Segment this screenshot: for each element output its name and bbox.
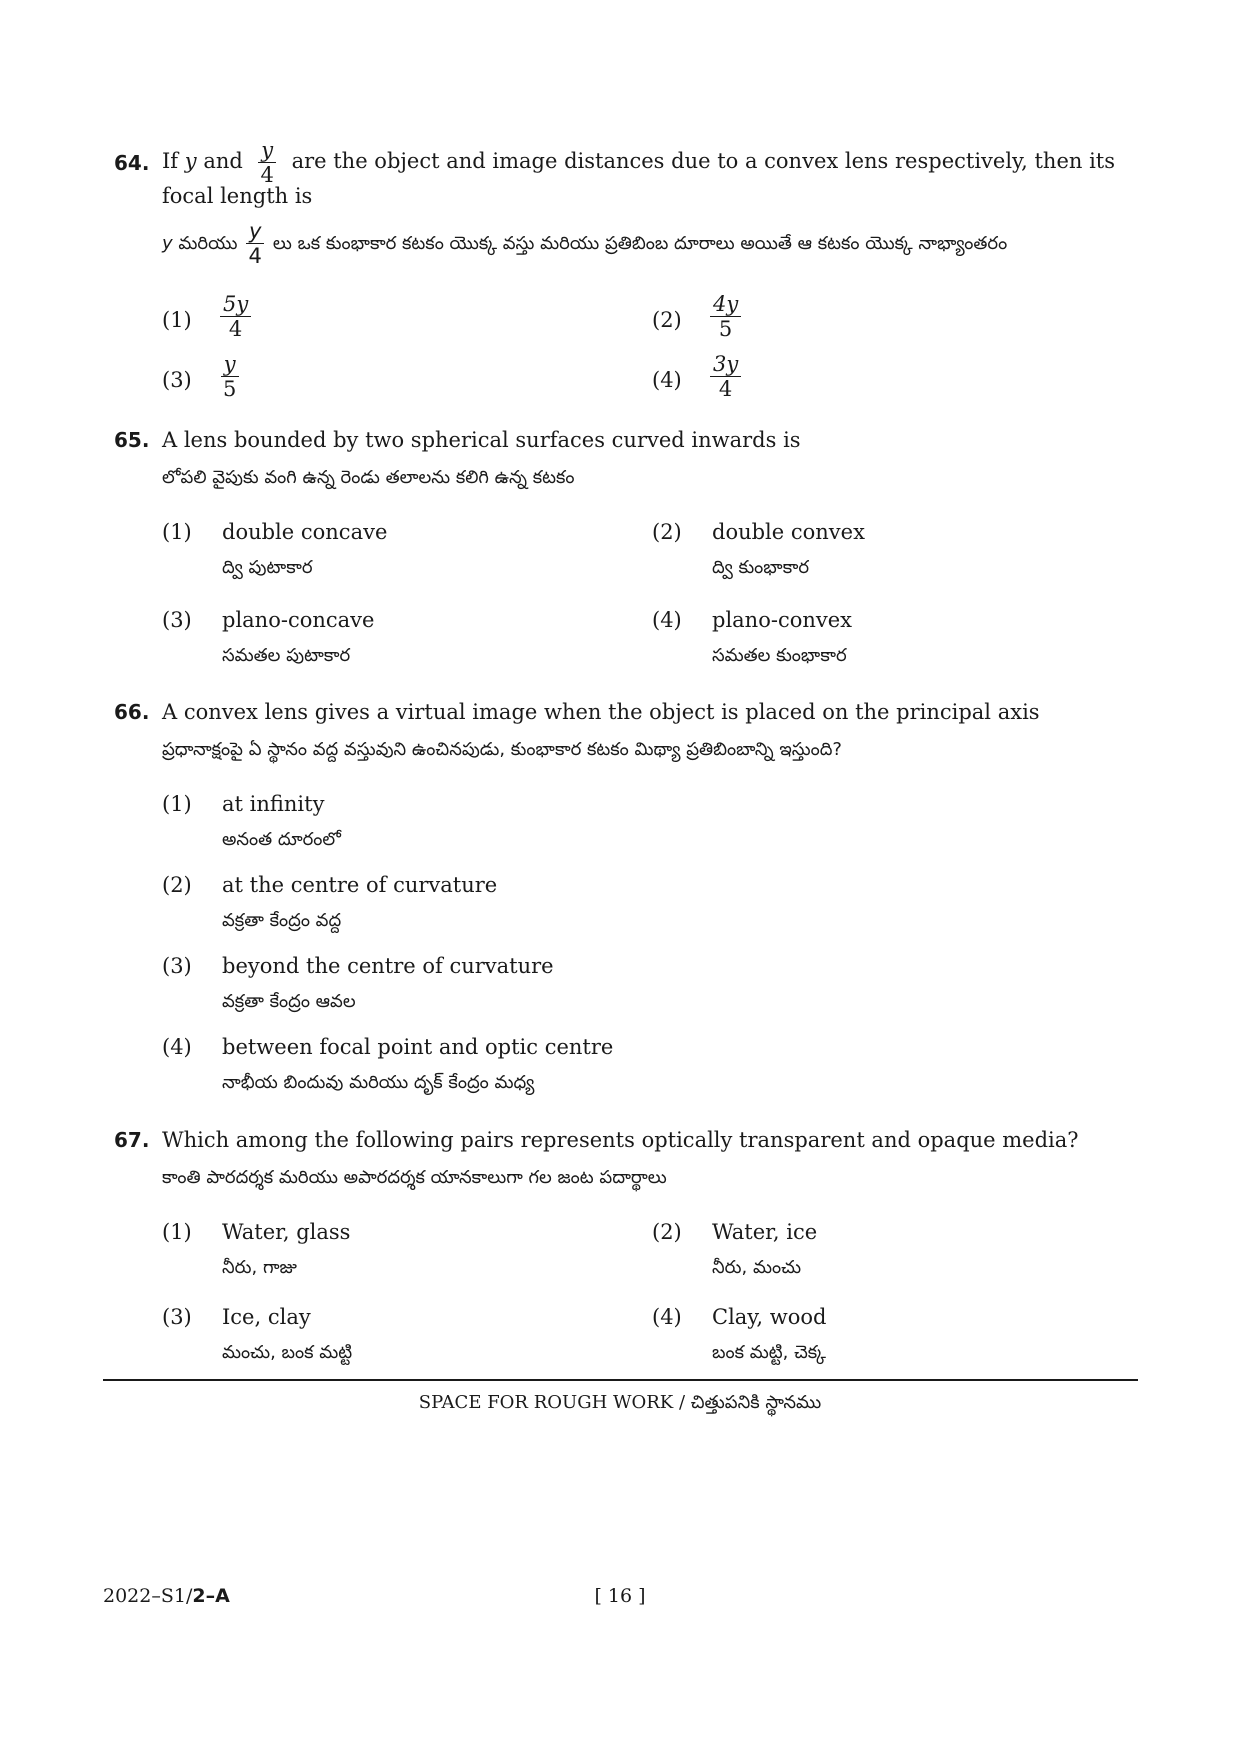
- option-65-4[interactable]: (4) plano-convex సమతల కుంభాకార: [652, 608, 853, 666]
- fraction: $\frac{y}{5}$: [220, 352, 239, 401]
- fraction: $\frac{5y}{4}$: [220, 292, 251, 341]
- question-number: 64.: [114, 150, 150, 175]
- option-65-1[interactable]: (1) double concave ద్వి పుటాకార: [162, 520, 388, 578]
- question-text-line2: focal length is: [162, 184, 313, 208]
- option-67-4[interactable]: (4) Clay, wood బంక మట్టి, చెక్క: [652, 1305, 827, 1363]
- question-65: [114, 423, 1144, 493]
- question-number: 66.: [114, 700, 150, 724]
- option-64-3[interactable]: (3) $\frac{y}{5}$: [162, 352, 562, 408]
- rough-work-label: SPACE FOR ROUGH WORK / చిత్తుపనికి స్థానము: [418, 1392, 822, 1413]
- question-text-telugu: లోపలి వైపుకు వంగి ఉన్న రెండు తలాలను కలిగి ఉన్న కటకం: [162, 467, 575, 488]
- question-64: 64. If y and $\frac{y}{4}$ are the object and image distances due to a convex lens respectively, then its focal length is y మరియు $\frac{y}{4}$ లు ఒక కుంభాకార కటకం యొక్క వస్తు మరియు ప్రతిబింబ దూరాలు అయితే ఆ కటకం యొక్క నాభ్యాంతరం: [114, 138, 1144, 268]
- option-65-3[interactable]: (3) plano-concave సమతల పుటాకార: [162, 608, 375, 666]
- option-64-1[interactable]: (1) $\frac{5y}{4}$: [162, 292, 562, 348]
- question-text: A lens bounded by two spherical surfaces curved inwards is: [162, 428, 801, 452]
- option-66-4[interactable]: (4) between focal point and optic centre నాభీయ బిందువు మరియు దృక్ కేంద్రం మధ్య: [162, 1035, 614, 1093]
- option-67-1[interactable]: (1) Water, glass నీరు, గాజు: [162, 1220, 351, 1278]
- question-text-telugu: y మరియు $\frac{y}{4}$ లు ఒక కుంభాకార కటకం యొక్క వస్తు మరియు ప్రతిబింబ దూరాలు అయితే ఆ కటకం యొక్క నాభ్యాంతరం: [162, 219, 1008, 268]
- question-text-telugu: కాంతి పారదర్శక మరియు అపారదర్శక యానకాలుగా గల జంట పదార్థాలు: [162, 1167, 667, 1188]
- question-number: 65.: [114, 428, 150, 452]
- fraction: $\frac{y}{4}$: [258, 138, 277, 187]
- question-text-telugu: ప్రధానాక్షంపై ఏ స్థానం వద్ద వస్తువుని ఉంచినపుడు, కుంభాకార కటకం మిథ్యా ప్రతిబింబాన్ని ఇస్తుంది?: [162, 739, 842, 760]
- option-67-2[interactable]: (2) Water, ice నీరు, మంచు: [652, 1220, 818, 1278]
- question-67: [114, 1123, 1144, 1193]
- fraction: $\frac{3y}{4}$: [710, 352, 741, 401]
- question-number: 67.: [114, 1128, 150, 1152]
- page-number: [ 16 ]: [594, 1585, 646, 1607]
- option-66-1[interactable]: (1) at infinity అనంత దూరంలో: [162, 792, 341, 850]
- option-64-2[interactable]: (2) $\frac{4y}{5}$: [652, 292, 1052, 348]
- option-66-2[interactable]: (2) at the centre of curvature వక్రతా కేంద్రం వద్ద: [162, 873, 498, 931]
- question-text: Which among the following pairs represents optically transparent and opaque media?: [162, 1128, 1079, 1152]
- question-66: [114, 695, 1144, 765]
- option-64-4[interactable]: (4) $\frac{3y}{4}$: [652, 352, 1052, 408]
- rough-work-divider: [103, 1379, 1138, 1381]
- fraction: $\frac{y}{4}$: [245, 219, 264, 268]
- option-67-3[interactable]: (3) Ice, clay మంచు, బంక మట్టి: [162, 1305, 353, 1363]
- fraction: $\frac{4y}{5}$: [710, 292, 741, 341]
- option-66-3[interactable]: (3) beyond the centre of curvature వక్రతా కేంద్రం ఆవల: [162, 954, 554, 1012]
- paper-code: 2022–S1/2–A: [103, 1585, 230, 1607]
- question-text: A convex lens gives a virtual image when the object is placed on the principal axis: [162, 700, 1040, 724]
- option-65-2[interactable]: (2) double convex ద్వి కుంభాకార: [652, 520, 865, 578]
